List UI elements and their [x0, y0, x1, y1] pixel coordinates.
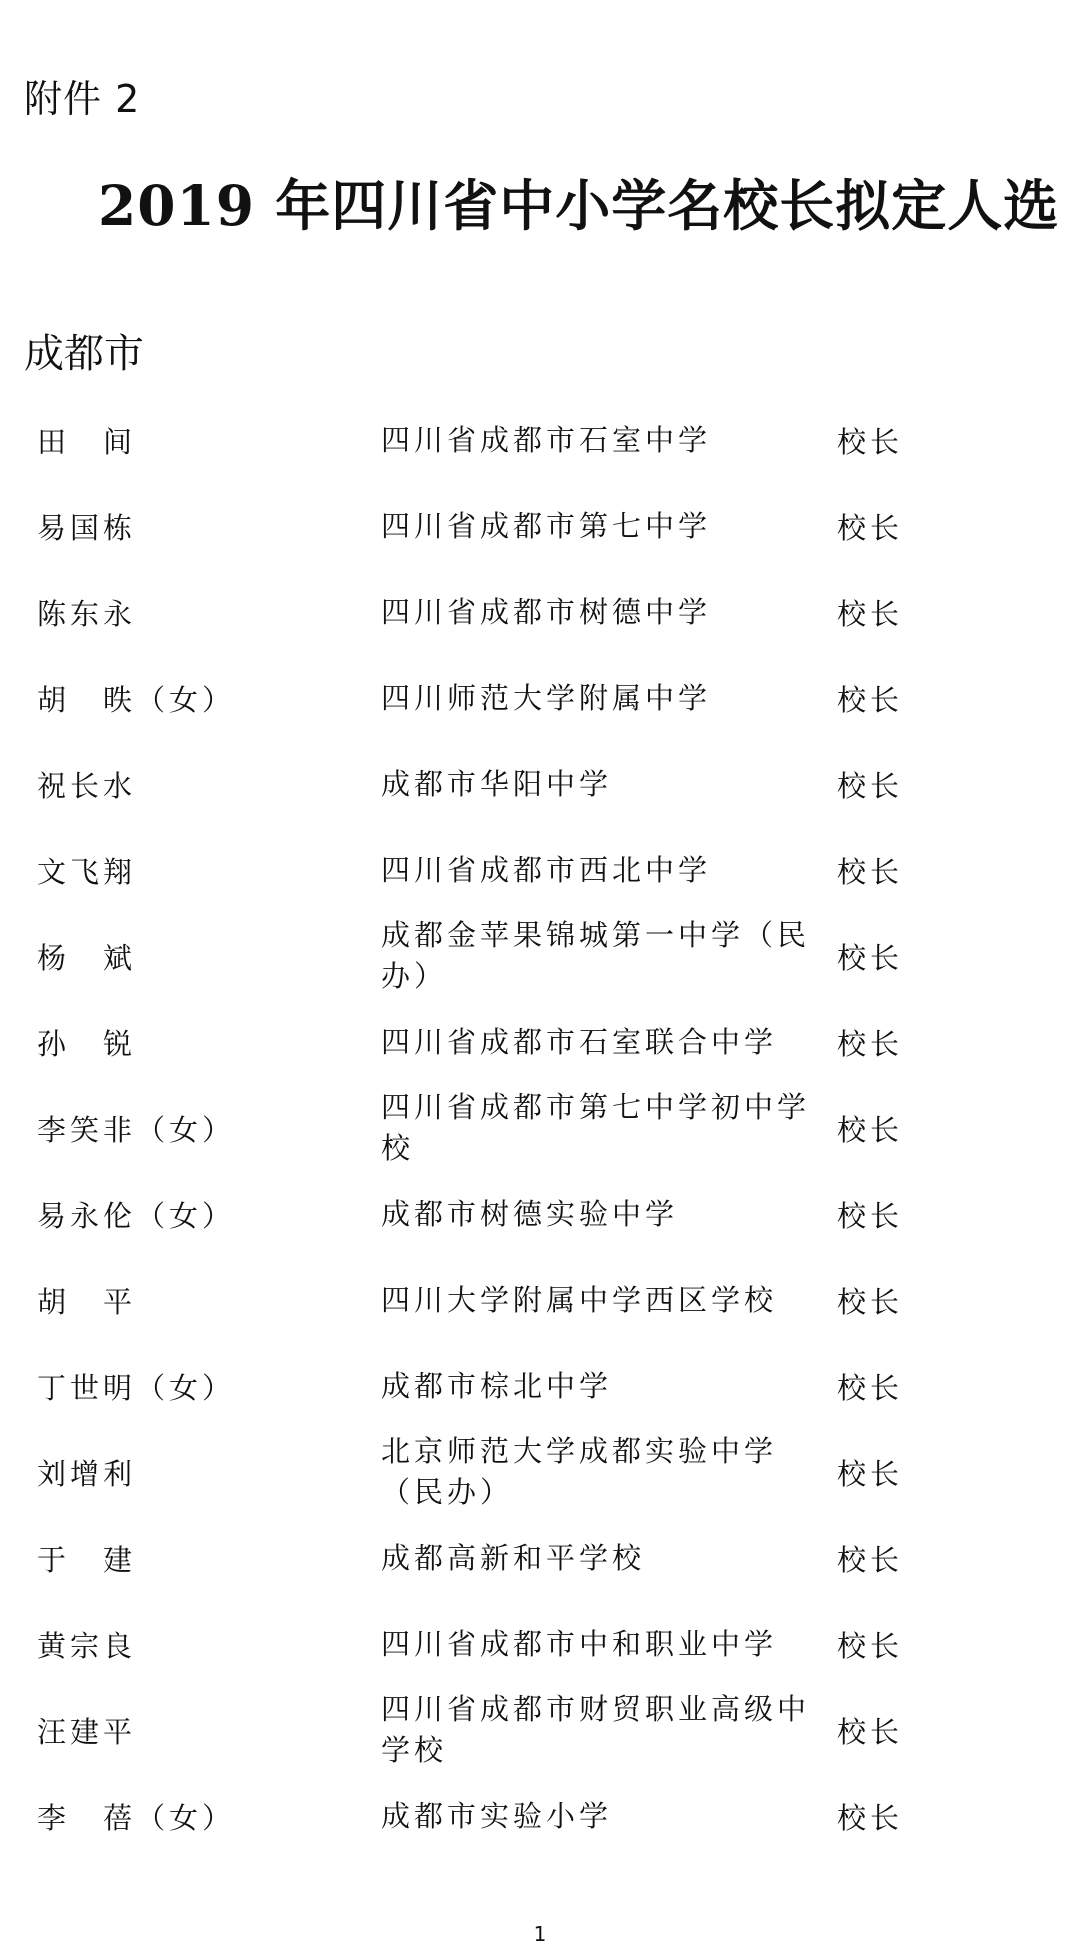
candidate-name: 于 建	[37, 1542, 137, 1577]
candidate-name: 胡 平	[37, 1284, 137, 1319]
candidate-school: 四川省成都市石室中学	[381, 422, 712, 457]
city-heading: 成都市	[24, 331, 144, 377]
candidate-row	[0, 827, 1080, 913]
candidate-school: 四川省成都市第七中学初中学校	[381, 1090, 811, 1165]
candidate-position: 校长	[837, 1112, 904, 1147]
candidate-school: 成都高新和平学校	[381, 1540, 646, 1575]
candidate-row	[0, 999, 1080, 1085]
candidate-school: 成都市棕北中学	[381, 1368, 613, 1403]
candidate-name: 汪建平	[37, 1714, 137, 1749]
candidate-school: 成都市实验小学	[381, 1798, 613, 1833]
candidate-position: 校长	[837, 1628, 904, 1663]
candidate-row	[0, 1257, 1080, 1343]
candidate-row	[0, 397, 1080, 483]
document-title: 2019 年四川省中小学名校长拟定人选	[98, 173, 1060, 238]
candidate-school: 成都金苹果锦城第一中学（民办）	[381, 918, 811, 993]
candidate-row	[0, 1429, 1080, 1515]
candidate-row	[0, 1601, 1080, 1687]
candidate-name: 李笑非（女）	[37, 1112, 236, 1147]
candidate-school: 四川省成都市西北中学	[381, 852, 712, 887]
candidate-position: 校长	[837, 424, 904, 459]
candidate-position: 校长	[837, 1800, 904, 1835]
candidate-position: 校长	[837, 1456, 904, 1491]
candidate-row	[0, 655, 1080, 741]
candidate-position: 校长	[837, 1370, 904, 1405]
candidate-name: 祝长水	[37, 768, 137, 803]
candidate-list	[0, 397, 1080, 1859]
candidate-row	[0, 741, 1080, 827]
candidate-row	[0, 1687, 1080, 1773]
candidate-row	[0, 569, 1080, 655]
candidate-position: 校长	[837, 940, 904, 975]
candidate-position: 校长	[837, 1542, 904, 1577]
candidate-school: 四川师范大学附属中学	[381, 680, 712, 715]
candidate-school: 四川省成都市树德中学	[381, 594, 712, 629]
candidate-row	[0, 483, 1080, 569]
candidate-position: 校长	[837, 596, 904, 631]
candidate-name: 田 间	[37, 424, 137, 459]
candidate-row	[0, 1085, 1080, 1171]
candidate-school: 四川省成都市中和职业中学	[381, 1626, 778, 1661]
candidate-row	[0, 1343, 1080, 1429]
candidate-position: 校长	[837, 1026, 904, 1061]
candidate-name: 刘增利	[37, 1456, 137, 1491]
page-number: 1	[533, 1922, 547, 1946]
candidate-row	[0, 1171, 1080, 1257]
candidate-name: 易永伦（女）	[37, 1198, 236, 1233]
candidate-school: 成都市华阳中学	[381, 766, 613, 801]
candidate-row	[0, 913, 1080, 999]
candidate-position: 校长	[837, 854, 904, 889]
candidate-row	[0, 1773, 1080, 1859]
candidate-name: 杨 斌	[37, 940, 137, 975]
candidate-school: 四川省成都市财贸职业高级中学校	[381, 1692, 811, 1767]
candidate-position: 校长	[837, 768, 904, 803]
candidate-name: 胡 昳（女）	[37, 682, 236, 717]
candidate-name: 黄宗良	[37, 1628, 137, 1663]
candidate-school: 成都市树德实验中学	[381, 1196, 679, 1231]
candidate-row	[0, 1515, 1080, 1601]
candidate-name: 丁世明（女）	[37, 1370, 236, 1405]
candidate-position: 校长	[837, 1714, 904, 1749]
candidate-school: 四川大学附属中学西区学校	[381, 1282, 778, 1317]
candidate-position: 校长	[837, 510, 904, 545]
candidate-school: 四川省成都市石室联合中学	[381, 1024, 778, 1059]
candidate-name: 文飞翔	[37, 854, 137, 889]
candidate-name: 陈东永	[37, 596, 137, 631]
candidate-school: 北京师范大学成都实验中学（民办）	[381, 1434, 778, 1509]
candidate-position: 校长	[837, 1198, 904, 1233]
candidate-school: 四川省成都市第七中学	[381, 508, 712, 543]
candidate-position: 校长	[837, 1284, 904, 1319]
candidate-position: 校长	[837, 682, 904, 717]
candidate-name: 李 蓓（女）	[37, 1800, 236, 1835]
candidate-name: 孙 锐	[37, 1026, 137, 1061]
attachment-label: 附件 2	[24, 77, 141, 121]
candidate-name: 易国栋	[37, 510, 137, 545]
